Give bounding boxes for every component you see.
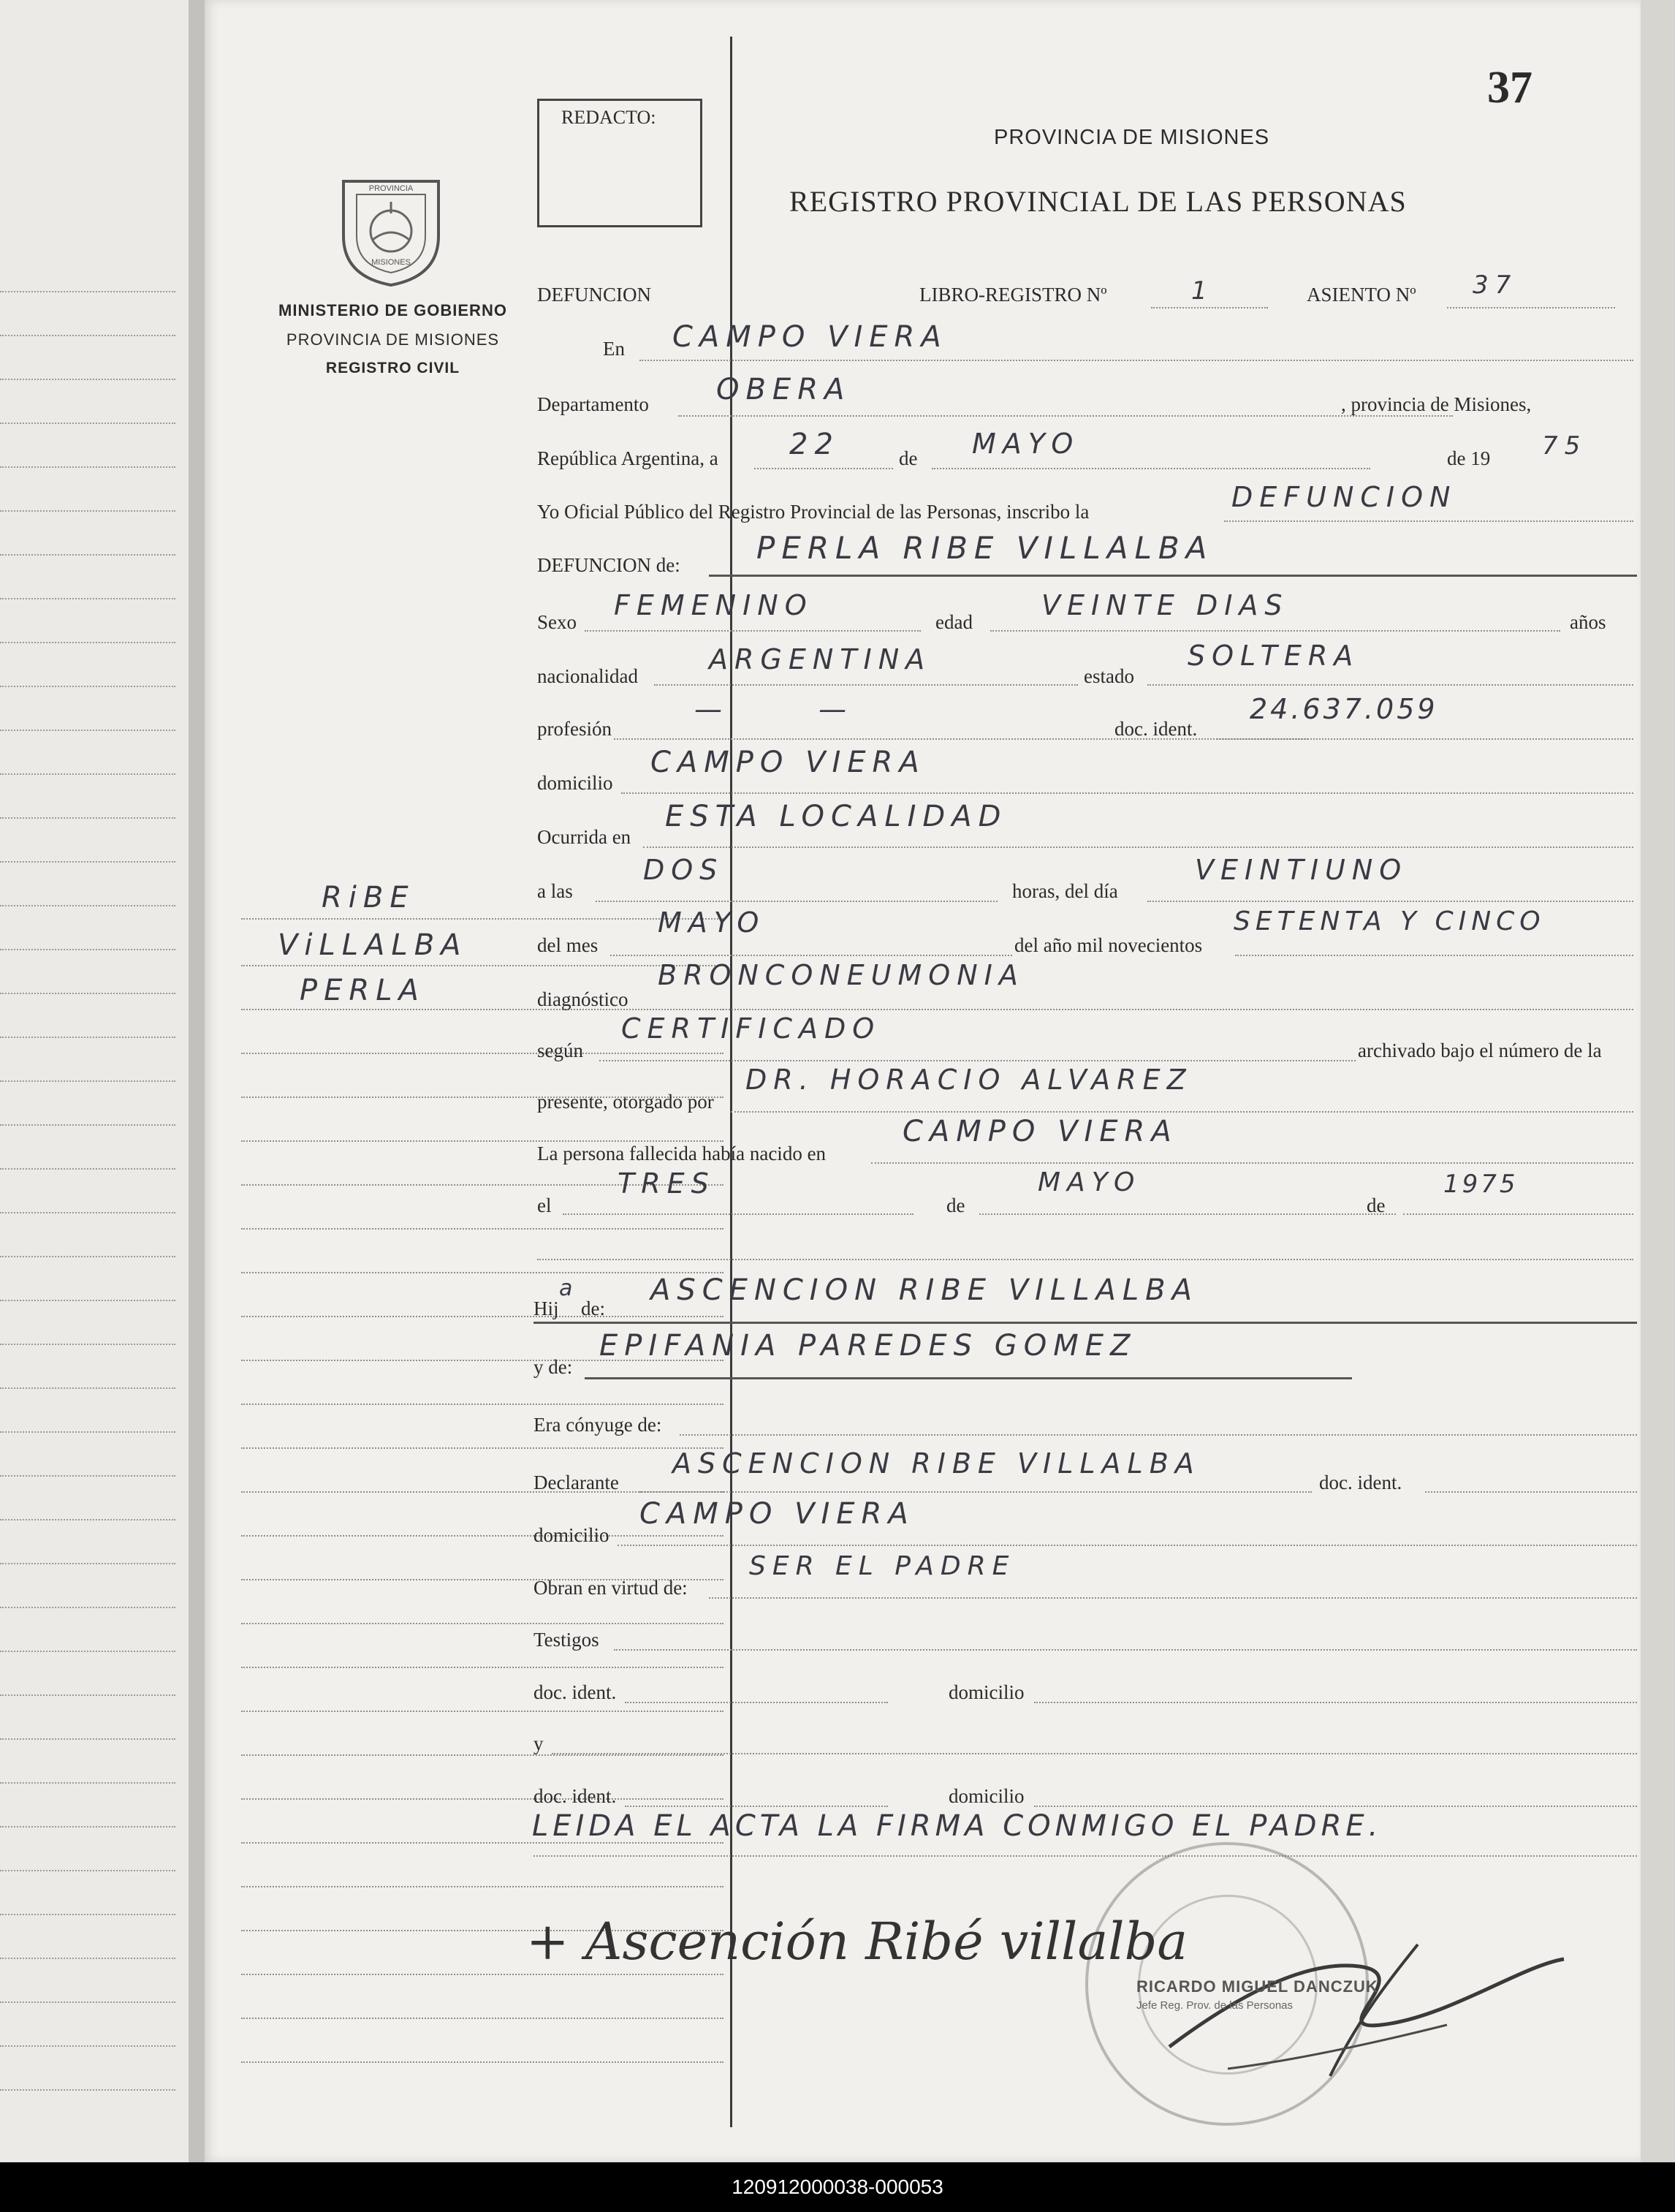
ruled-line — [0, 466, 175, 468]
margin-rule — [241, 1447, 723, 1449]
book-gutter — [189, 0, 205, 2162]
ruled-line — [0, 2001, 175, 2003]
margin-note-line-1: RiBE — [322, 881, 415, 914]
nacido-line — [871, 1162, 1633, 1164]
hij-label: Hij — [533, 1298, 559, 1319]
declarante-doc-line — [1425, 1491, 1637, 1493]
defuncion-de-label: DEFUNCION de: — [537, 554, 680, 576]
margin-rule — [241, 1140, 723, 1142]
testigo2-dom-label: domicilio — [949, 1785, 1025, 1807]
ruled-line — [0, 1168, 175, 1170]
nacionalidad-line — [654, 684, 1078, 686]
mes-line — [932, 468, 1370, 469]
departamento-value: OBERA — [716, 373, 851, 406]
margin-rule — [241, 1404, 723, 1405]
redacto-box — [537, 99, 702, 227]
anios-label: años — [1570, 611, 1606, 633]
asiento-line — [1447, 307, 1615, 308]
official-stamp-role: Jefe Reg. Prov. de las Personas — [1136, 1999, 1293, 2012]
margin-note-line-3: PERLA — [300, 974, 425, 1007]
a-las-value: DOS — [643, 854, 724, 886]
segun-line — [599, 1060, 1356, 1061]
a-las-label: a las — [537, 880, 573, 902]
declarante-doc-label: doc. ident. — [1319, 1471, 1402, 1493]
declarante-value: ASCENCION RIBE VILLALBA — [672, 1447, 1201, 1480]
nac-dia-line — [563, 1213, 914, 1215]
margin-rule — [241, 1053, 723, 1054]
margin-rule — [241, 1711, 723, 1712]
edad-line — [990, 630, 1560, 632]
seal-text-top: PROVINCIA — [368, 184, 414, 193]
domicilio-line — [621, 792, 1633, 794]
ruled-line — [0, 905, 175, 906]
profesion-value: — — — [694, 693, 891, 725]
nac-de-label: de — [946, 1194, 965, 1216]
sexo-line — [585, 630, 921, 632]
redacto-label: REDACTO: — [561, 107, 656, 128]
domicilio-label: domicilio — [537, 772, 613, 794]
del-mes-label: del mes — [537, 934, 599, 956]
archivado-label: archivado bajo el número de la — [1358, 1039, 1602, 1061]
decl-domicilio-line — [618, 1545, 1637, 1546]
ruled-line — [0, 1826, 175, 1827]
nac-dia-value: TRES — [618, 1167, 715, 1200]
margin-rule — [241, 1316, 723, 1317]
ruled-line — [0, 949, 175, 950]
margin-rule — [241, 1886, 723, 1887]
y-de-label: y de: — [533, 1356, 573, 1378]
ruled-line — [0, 817, 175, 819]
ruled-line — [0, 1300, 175, 1301]
ruled-line — [0, 510, 175, 512]
testigo2-line — [552, 1753, 1637, 1754]
yo-oficial-label: Yo Oficial Público del Registro Provincial de las Personas, inscribo la — [537, 501, 1090, 523]
nacionalidad-label: nacionalidad — [537, 665, 638, 687]
header-province: PROVINCIA DE MISIONES — [994, 126, 1270, 149]
libro-label: LIBRO-REGISTRO Nº — [919, 284, 1107, 306]
nac-anio-line — [1403, 1213, 1633, 1215]
conyuge-label: Era cónyuge de: — [533, 1414, 662, 1436]
testigo1-doc-line — [625, 1702, 888, 1703]
libro-line — [1151, 307, 1268, 308]
seal-text-bottom: MISIONES — [371, 258, 411, 267]
fecha-dia: 22 — [789, 428, 840, 461]
ruled-line — [0, 1212, 175, 1213]
ruled-line — [0, 1387, 175, 1389]
ruled-line — [0, 1256, 175, 1257]
ocurrida-value: ESTA LOCALIDAD — [665, 800, 1008, 833]
edad-label: edad — [935, 611, 973, 633]
horas-line — [1147, 901, 1633, 902]
presente-value: DR. HORACIO ALVAREZ — [745, 1064, 1193, 1096]
ministry-name: MINISTERIO DE GOBIERNO — [278, 301, 507, 319]
ruled-line — [0, 1475, 175, 1477]
declarante-line — [639, 1491, 1312, 1493]
y-label: y — [533, 1732, 544, 1754]
profesion-line — [614, 738, 1308, 740]
republica-label: República Argentina, a — [537, 447, 718, 469]
libro-value: 1 — [1191, 276, 1214, 306]
estado-value: SOLTERA — [1188, 640, 1360, 672]
margin-rule — [241, 1667, 723, 1668]
padre-line — [533, 1322, 1637, 1324]
padre-value: ASCENCION RIBE VILLALBA — [650, 1273, 1199, 1307]
ruled-line — [0, 1694, 175, 1696]
provincia-suffix: , provincia de Misiones, — [1341, 393, 1532, 415]
nacido-label: La persona fallecida había nacido en — [537, 1143, 827, 1164]
presente-label: presente, otorgado por — [537, 1091, 714, 1113]
defuncion-de-line — [709, 575, 1637, 577]
segun-label: según — [537, 1039, 583, 1061]
closing-line — [533, 1855, 1637, 1857]
margin-rule — [241, 965, 723, 966]
ruled-line — [0, 1037, 175, 1038]
del-mes-value: MAYO — [658, 906, 766, 939]
margin-rule — [241, 918, 723, 920]
ruled-line — [0, 861, 175, 863]
decl-domicilio-label: domicilio — [533, 1524, 609, 1546]
madre-line — [585, 1377, 1352, 1379]
margin-rule — [241, 1798, 723, 1800]
ruled-line — [0, 1651, 175, 1652]
anio-mil-label: del año mil novecientos — [1014, 934, 1203, 956]
horas-label: horas, del día — [1012, 880, 1118, 902]
ruled-line — [0, 1080, 175, 1082]
doc-ident-line — [1217, 738, 1633, 740]
nac-mes-value: MAYO — [1038, 1167, 1142, 1197]
ocurrida-label: Ocurrida en — [537, 826, 631, 848]
segun-value: CERTIFICADO — [621, 1012, 881, 1045]
asiento-value: 37 — [1473, 270, 1518, 300]
ruled-line — [0, 1607, 175, 1608]
anio-mil-line — [1235, 955, 1633, 956]
obran-label: Obran en virtud de: — [533, 1577, 688, 1599]
estado-line — [1147, 684, 1633, 686]
margin-rule — [241, 1623, 723, 1624]
hij-suffix: a — [559, 1276, 580, 1301]
nac-de2-label: de — [1367, 1194, 1386, 1216]
testigo2-dom-line — [1034, 1806, 1637, 1807]
margin-rule — [241, 1974, 723, 1975]
seal-province-name: PROVINCIA DE MISIONES — [286, 330, 500, 349]
horas-value: VEINTIUNO — [1195, 854, 1408, 886]
hij-de-label: de: — [581, 1298, 605, 1319]
ruled-line — [0, 686, 175, 687]
ruled-line — [0, 1914, 175, 1915]
header-registry: REGISTRO PROVINCIAL DE LAS PERSONAS — [789, 185, 1407, 218]
ruled-line — [0, 335, 175, 336]
obran-value: SER EL PADRE — [749, 1551, 1016, 1581]
diagnostico-value: BRONCONEUMONIA — [658, 959, 1025, 991]
ruled-line — [0, 2089, 175, 2091]
diagnostico-label: diagnóstico — [537, 988, 628, 1010]
ruled-line — [0, 1431, 175, 1433]
ruled-line — [0, 993, 175, 994]
margin-rule — [241, 1535, 723, 1537]
margin-note-line-2: ViLLALBA — [278, 928, 468, 962]
ruled-line — [0, 730, 175, 731]
doc-ident-label: doc. ident. — [1114, 718, 1198, 740]
ruled-line — [0, 642, 175, 643]
ruled-line — [0, 1958, 175, 1959]
ruled-line — [0, 598, 175, 599]
ruled-line — [0, 1519, 175, 1520]
doc-ident-value: 24.637.059 — [1250, 693, 1438, 725]
diagnostico-line — [632, 1009, 1633, 1010]
profesion-label: profesión — [537, 718, 612, 740]
left-page — [0, 0, 191, 2162]
nacido-value: CAMPO VIERA — [903, 1115, 1178, 1148]
en-value: CAMPO VIERA — [672, 320, 948, 354]
testigos-label: Testigos — [533, 1629, 599, 1651]
madre-value: EPIFANIA PAREDES GOMEZ — [599, 1329, 1137, 1363]
yo-oficial-line — [1224, 520, 1633, 522]
estado-label: estado — [1084, 665, 1134, 687]
testigos-line — [614, 1649, 1637, 1651]
ruled-line — [0, 773, 175, 775]
testigo1-doc-label: doc. ident. — [533, 1681, 617, 1703]
departamento-label: Departamento — [537, 393, 649, 415]
ruled-line — [0, 1782, 175, 1784]
ruled-line — [0, 423, 175, 424]
yo-oficial-value: DEFUNCION — [1231, 481, 1457, 513]
testigo1-dom-line — [1034, 1702, 1637, 1703]
testigo1-dom-label: domicilio — [949, 1681, 1025, 1703]
edad-value: VEINTE DIAS — [1041, 589, 1289, 621]
sexo-label: Sexo — [537, 611, 577, 633]
margin-rule — [241, 2061, 723, 2063]
margin-rule — [241, 1228, 723, 1230]
ruled-line — [0, 379, 175, 380]
fecha-anio: 75 — [1542, 431, 1587, 461]
del-mes-line — [610, 955, 1012, 956]
ocurrida-line — [643, 846, 1633, 848]
anio-mil-value: SETENTA Y CINCO — [1234, 906, 1546, 936]
ruled-line — [0, 1563, 175, 1564]
fecha-de-label: de — [899, 447, 918, 469]
testigo2-doc-label: doc. ident. — [533, 1785, 617, 1807]
ruled-line — [0, 1738, 175, 1740]
domicilio-value: CAMPO VIERA — [650, 746, 926, 779]
ruled-line — [0, 1344, 175, 1345]
page-number: 37 — [1487, 63, 1532, 113]
ruled-line — [0, 1124, 175, 1126]
departamento-line — [678, 415, 1453, 417]
margin-rule — [241, 1754, 723, 1756]
en-label: En — [603, 338, 625, 360]
asiento-label: ASIENTO Nº — [1307, 284, 1416, 306]
defuncion-title: DEFUNCION — [537, 284, 652, 306]
civil-registry-name: REGISTRO CIVIL — [325, 360, 460, 376]
declarante-label: Declarante — [533, 1471, 619, 1493]
ruled-line — [0, 1870, 175, 1871]
ruled-line — [0, 554, 175, 556]
en-line — [639, 360, 1633, 361]
sexo-value: FEMENINO — [614, 589, 813, 621]
fecha-mes: MAYO — [972, 428, 1080, 460]
decl-domicilio-value: CAMPO VIERA — [639, 1497, 915, 1531]
testigo2-doc-line — [625, 1806, 888, 1807]
a-las-line — [596, 901, 998, 902]
closing-text: LEIDA EL ACTA LA FIRMA CONMIGO EL PADRE. — [532, 1809, 1383, 1843]
official-stamp-name: RICARDO MIGUEL DANCZUK — [1136, 1977, 1378, 1996]
ruled-line — [0, 291, 175, 292]
blank-line — [537, 1259, 1633, 1260]
declarant-signature: + Ascención Ribé villalba — [526, 1912, 1188, 1972]
margin-rule — [241, 2018, 723, 2019]
image-id-caption: 120912000038-000053 — [0, 2162, 1675, 2212]
dia-line — [754, 468, 893, 469]
coat-of-arms-seal — [329, 167, 453, 291]
nacionalidad-value: ARGENTINA — [709, 643, 932, 675]
conyuge-line — [680, 1434, 1637, 1436]
register-page — [205, 0, 1641, 2162]
nac-mes-line — [979, 1213, 1396, 1215]
presente-line — [731, 1111, 1633, 1113]
defuncion-de-value: PERLA RIBE VILLALBA — [756, 530, 1214, 566]
ruled-line — [0, 2045, 175, 2047]
nac-anio-value: 1975 — [1443, 1170, 1519, 1199]
obran-line — [709, 1597, 1637, 1599]
nac-el-label: el — [537, 1194, 552, 1216]
fecha-de19-label: de 19 — [1447, 447, 1491, 469]
